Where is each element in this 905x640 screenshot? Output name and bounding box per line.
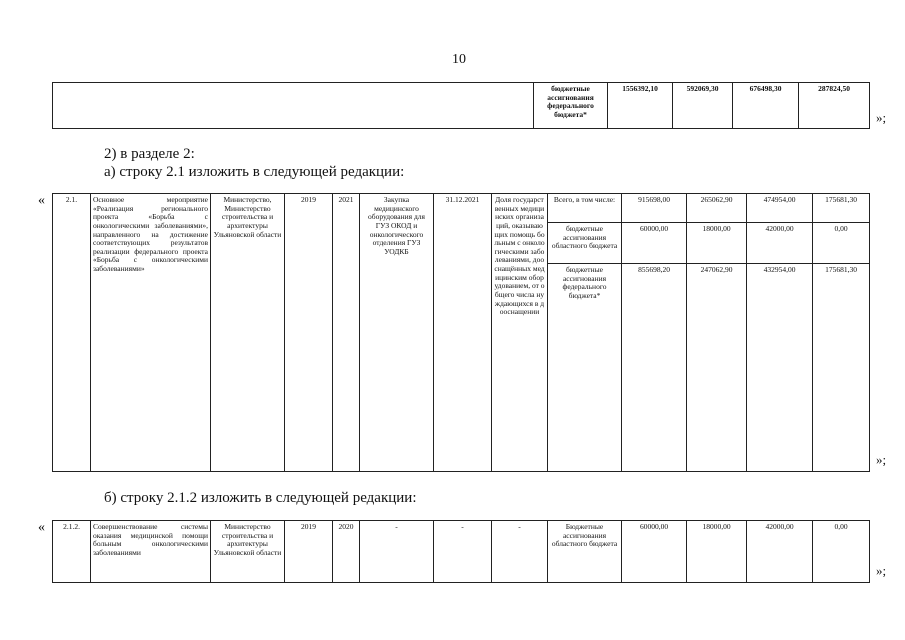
deadline-date: - [434, 521, 492, 583]
funding-sources [548, 194, 622, 472]
section-heading: 2) в разделе 2: [104, 146, 195, 162]
funding-value: 247062,90 [687, 263, 746, 275]
event-description: Закупка медицинского оборудования для ГУЗ ОКОД и онкологического отделения ГУЗ УОДКБ [360, 194, 434, 472]
close-quote-mark: »; [876, 563, 887, 578]
end-year: 2020 [333, 521, 360, 583]
funding-value: 42000,00 [747, 222, 812, 261]
top-table-value: 1556392,10 [608, 83, 673, 129]
instruction-text: б) строку 2.1.2 изложить в следующей редакции: [104, 490, 417, 506]
end-year: 2021 [333, 194, 360, 472]
start-year: 2019 [285, 194, 333, 472]
measure-name: Совершенствование системы оказания медицинской помощи больным онкологическими заболеваниями [91, 521, 211, 583]
funding-value: 474954,00 [763, 195, 796, 204]
deadline-date: 31.12.2021 [434, 194, 492, 472]
open-quote-mark: « [38, 520, 45, 535]
funding-value: 18000,00 [687, 222, 746, 261]
executor: Министерство строительства и архитектуры Ульяновской области [211, 521, 285, 583]
funding-value: 0,00 [813, 222, 869, 261]
top-table-empty-cell [53, 83, 534, 129]
top-table [52, 82, 870, 129]
top-table-value: 287824,50 [799, 83, 870, 129]
funding-value: 265062,90 [700, 195, 733, 204]
close-quote-mark: »; [876, 110, 887, 125]
funding-source: бюджетные ассигнования областного бюджета [548, 222, 621, 261]
funding-value: 855698,20 [622, 263, 686, 275]
funding-value: 915698,00 [638, 195, 670, 204]
funding-source: Бюджетные ассигнования областного бюджета [548, 521, 622, 583]
page-number: 10 [452, 52, 466, 67]
funding-2020 [747, 194, 813, 472]
funding-source: бюджетные ассигнования федерального бюджета* [548, 263, 621, 301]
funding-source: Всего, в том числе: [553, 195, 616, 204]
top-table-source: бюджетные ассигнования федерального бюджета* [534, 83, 608, 129]
funding-value: 175681,30 [825, 195, 857, 204]
close-quote-mark: »; [876, 452, 887, 467]
funding-2019 [687, 194, 747, 472]
funding-value: 432954,00 [747, 263, 812, 275]
funding-2021 [813, 194, 870, 472]
funding-value: 18000,00 [687, 521, 747, 583]
indicator: - [492, 521, 548, 583]
funding-value: 0,00 [813, 521, 870, 583]
row-2-1-2-table [52, 520, 870, 583]
instruction-text: а) строку 2.1 изложить в следующей редакции: [104, 164, 405, 180]
funding-value: 60000,00 [622, 222, 686, 261]
executor: Министерство, Министерство строительства и архитектуры Ульяновской области [211, 194, 285, 472]
measure-name: Основное мероприятие «Реализация регионального проекта «Борьба с онкологическими заболеваниями», направленного на достижение соответствующих результатов реализации федерального проекта «Борьба с онкологическими заболеваниями» [91, 194, 211, 472]
row-number: 2.1. [53, 194, 91, 472]
top-table-value: 676498,30 [733, 83, 799, 129]
top-table-value: 592069,30 [673, 83, 733, 129]
indicator: Доля государственных медицинских организаций, оказывающих помощь больным с онкологическими заболеваниями, дооснащённых медицинским оборудованием, от общего числа нуждающихся в дооснащении [492, 194, 548, 472]
funding-value: 175681,30 [813, 263, 869, 275]
row-number: 2.1.2. [53, 521, 91, 583]
funding-value: 42000,00 [747, 521, 813, 583]
funding-total [622, 194, 687, 472]
start-year: 2019 [285, 521, 333, 583]
event-description: - [360, 521, 434, 583]
open-quote-mark: « [38, 193, 45, 208]
funding-value: 60000,00 [622, 521, 687, 583]
row-2-1-table [52, 193, 870, 472]
